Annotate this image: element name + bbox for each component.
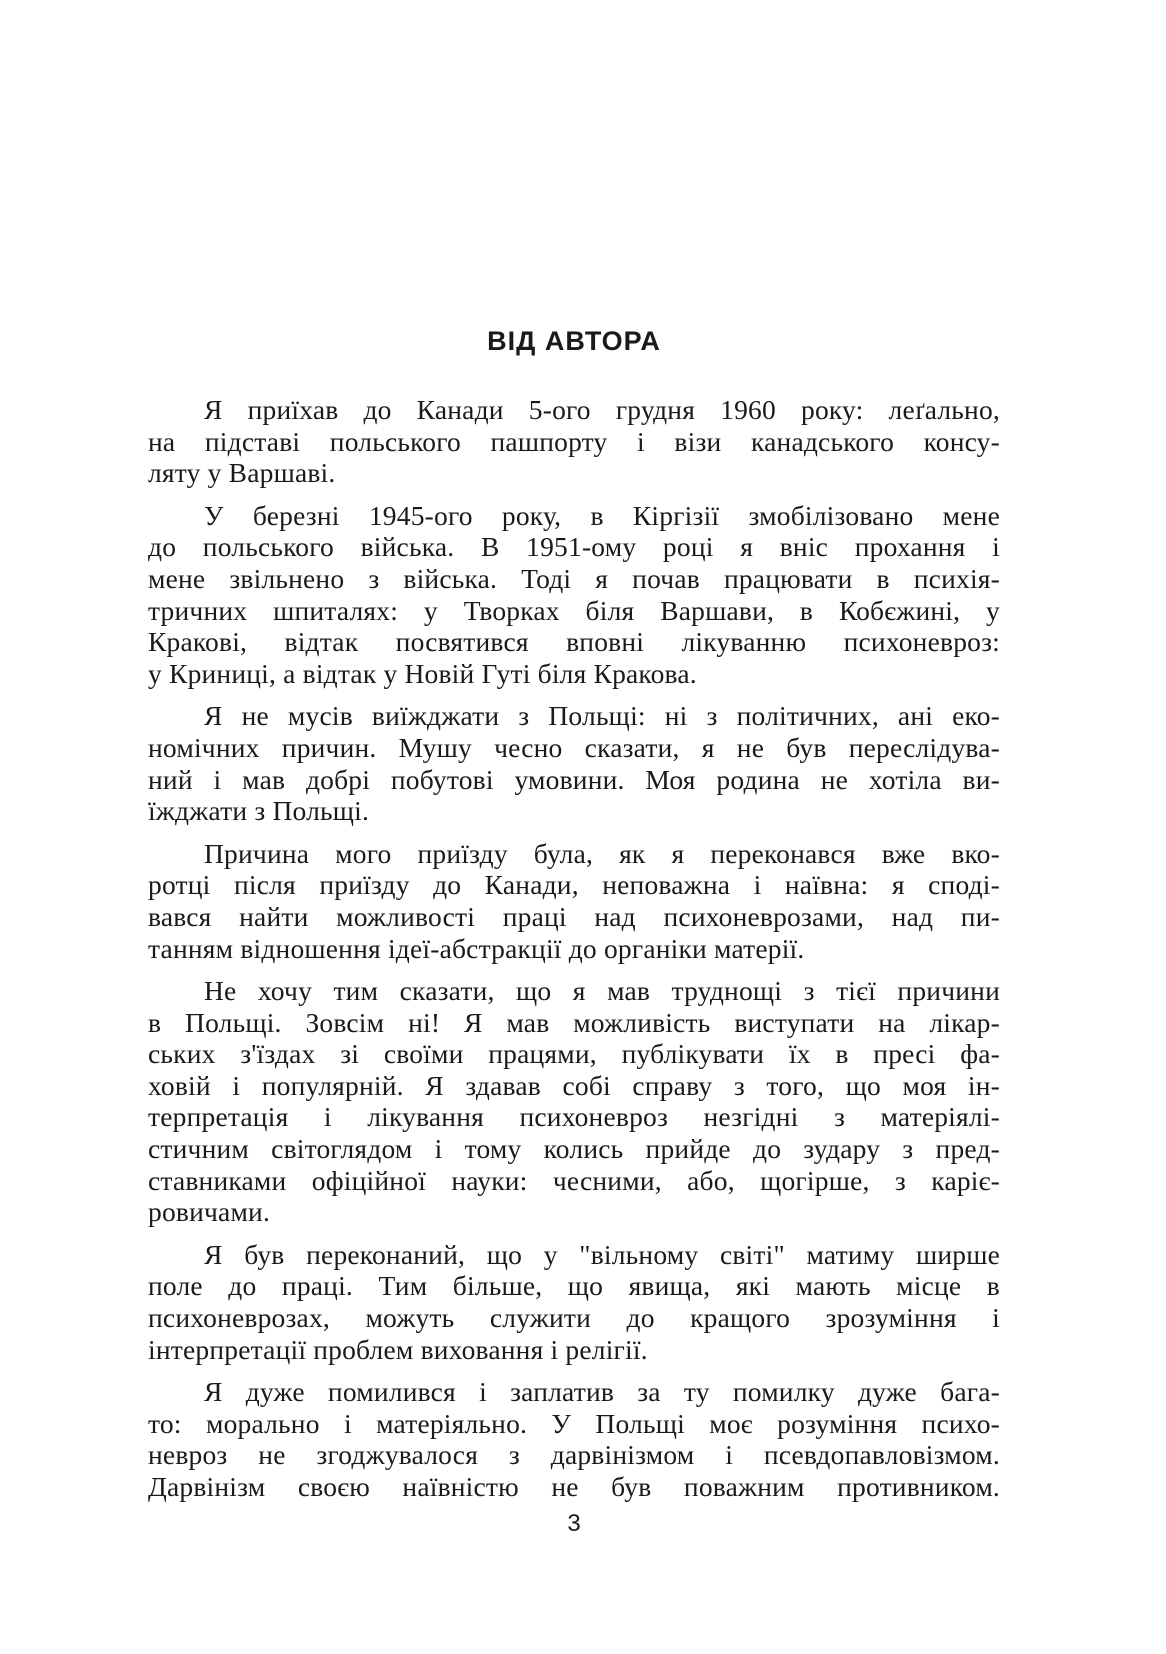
text-line: їжджати з Польщі. [148,795,370,827]
text-line: Не хочу тим сказати, що я мав труднощі з тієї причини [204,975,1000,1007]
text-line: ляту у Варшаві. [148,457,336,489]
text-line: ставниками офіційної науки: чесними, або, щогірше, з карiє- [148,1164,1000,1196]
text-line: до польського війська. В 1951-ому році я вніс прохання і [148,531,1000,563]
text-line: Я був переконаний, що у "вільному світі" матиму ширше [204,1238,1000,1270]
paragraph-6 [148,1239,1000,1365]
text-line: психоневрозах, можуть служити до кращого зрозуміння і [148,1302,1000,1334]
text-line: інтерпретації проблем виховання і релігії. [148,1333,648,1365]
text-line: поле до праці. Тим більше, що явища, які мають місце в [148,1270,1000,1302]
paragraph-1 [148,394,1000,489]
text-line: на підставі польського пашпорту і візи канадського консу- [148,425,1000,457]
body-text [148,394,1000,1514]
text-line: вався найти можливості праці над психоневрозами, над пи- [148,900,1000,932]
text-line: танням відношення ідеї-абстракції до органіки матерії. [148,932,805,964]
text-line: у Криниці, а відтак у Новій Гуті біля Кракова. [148,657,697,689]
paragraph-3 [148,700,1000,826]
text-line: ських з'їздах зі своїми працями, публікувати їх в пресі фа- [148,1038,1000,1070]
page-number: 3 [567,1510,581,1537]
paragraph-7 [148,1376,1000,1502]
text-line: номічних причин. Мушу чесно сказати, я не був переслідува- [148,731,1000,763]
text-line: мене звільнено з війська. Тоді я почав працювати в психія- [148,562,1000,594]
text-line: Я не мусів виїжджати з Польщі: ні з політичних, ані еко- [204,700,1000,732]
text-line: ховій і популярній. Я здавав собі справу з того, що моя ін- [148,1069,1000,1101]
text-line: стичним світоглядом і тому колись прийде до зудару з пред- [148,1133,1000,1165]
text-line: то: морально і матеріяльно. У Польщі моє розуміння психо- [148,1407,1000,1439]
text-line: терпретація і лікування психоневроз незгідні з матеріялі- [148,1101,1000,1133]
text-line: Дарвінізм своєю наївністю не був поважним противником. [148,1471,1000,1502]
text-line: ровичами. [148,1196,271,1228]
text-line: тричних шпиталях: у Творках біля Варшави, в Кобєжині, у [148,594,1000,626]
text-line: ротці після приїзду до Канади, неповажна і наївна: я сподi- [148,869,1000,901]
text-line: Я приїхав до Канади 5-ого грудня 1960 року: леґально, [204,394,1000,425]
paragraph-2 [148,500,1000,690]
text-line: У березні 1945-ого року, в Кіргізії змобілізовано мене [204,499,1000,531]
book-page [148,0,1000,1654]
paragraph-4 [148,838,1000,964]
text-line: ний і мав добрі побутові умовини. Моя родина не хотіла ви- [148,763,1000,795]
page-title: ВІД АВТОРА [487,326,661,356]
text-line: Я дуже помилився і заплатив за ту помилку дуже бага- [204,1376,1000,1408]
paragraph-5 [148,975,1000,1228]
text-line: в Польщі. Зовсім ні! Я мав можливість виступати на лікар- [148,1006,1000,1038]
text-line: Причина мого приїзду була, як я переконався вже вко- [204,837,1000,869]
text-line: невроз не згоджувалося з дарвінізмом і псевдопавловізмом. [148,1439,1000,1471]
text-line: Кракові, відтак посвятився вповні лікуванню психоневроз: [148,626,1000,658]
